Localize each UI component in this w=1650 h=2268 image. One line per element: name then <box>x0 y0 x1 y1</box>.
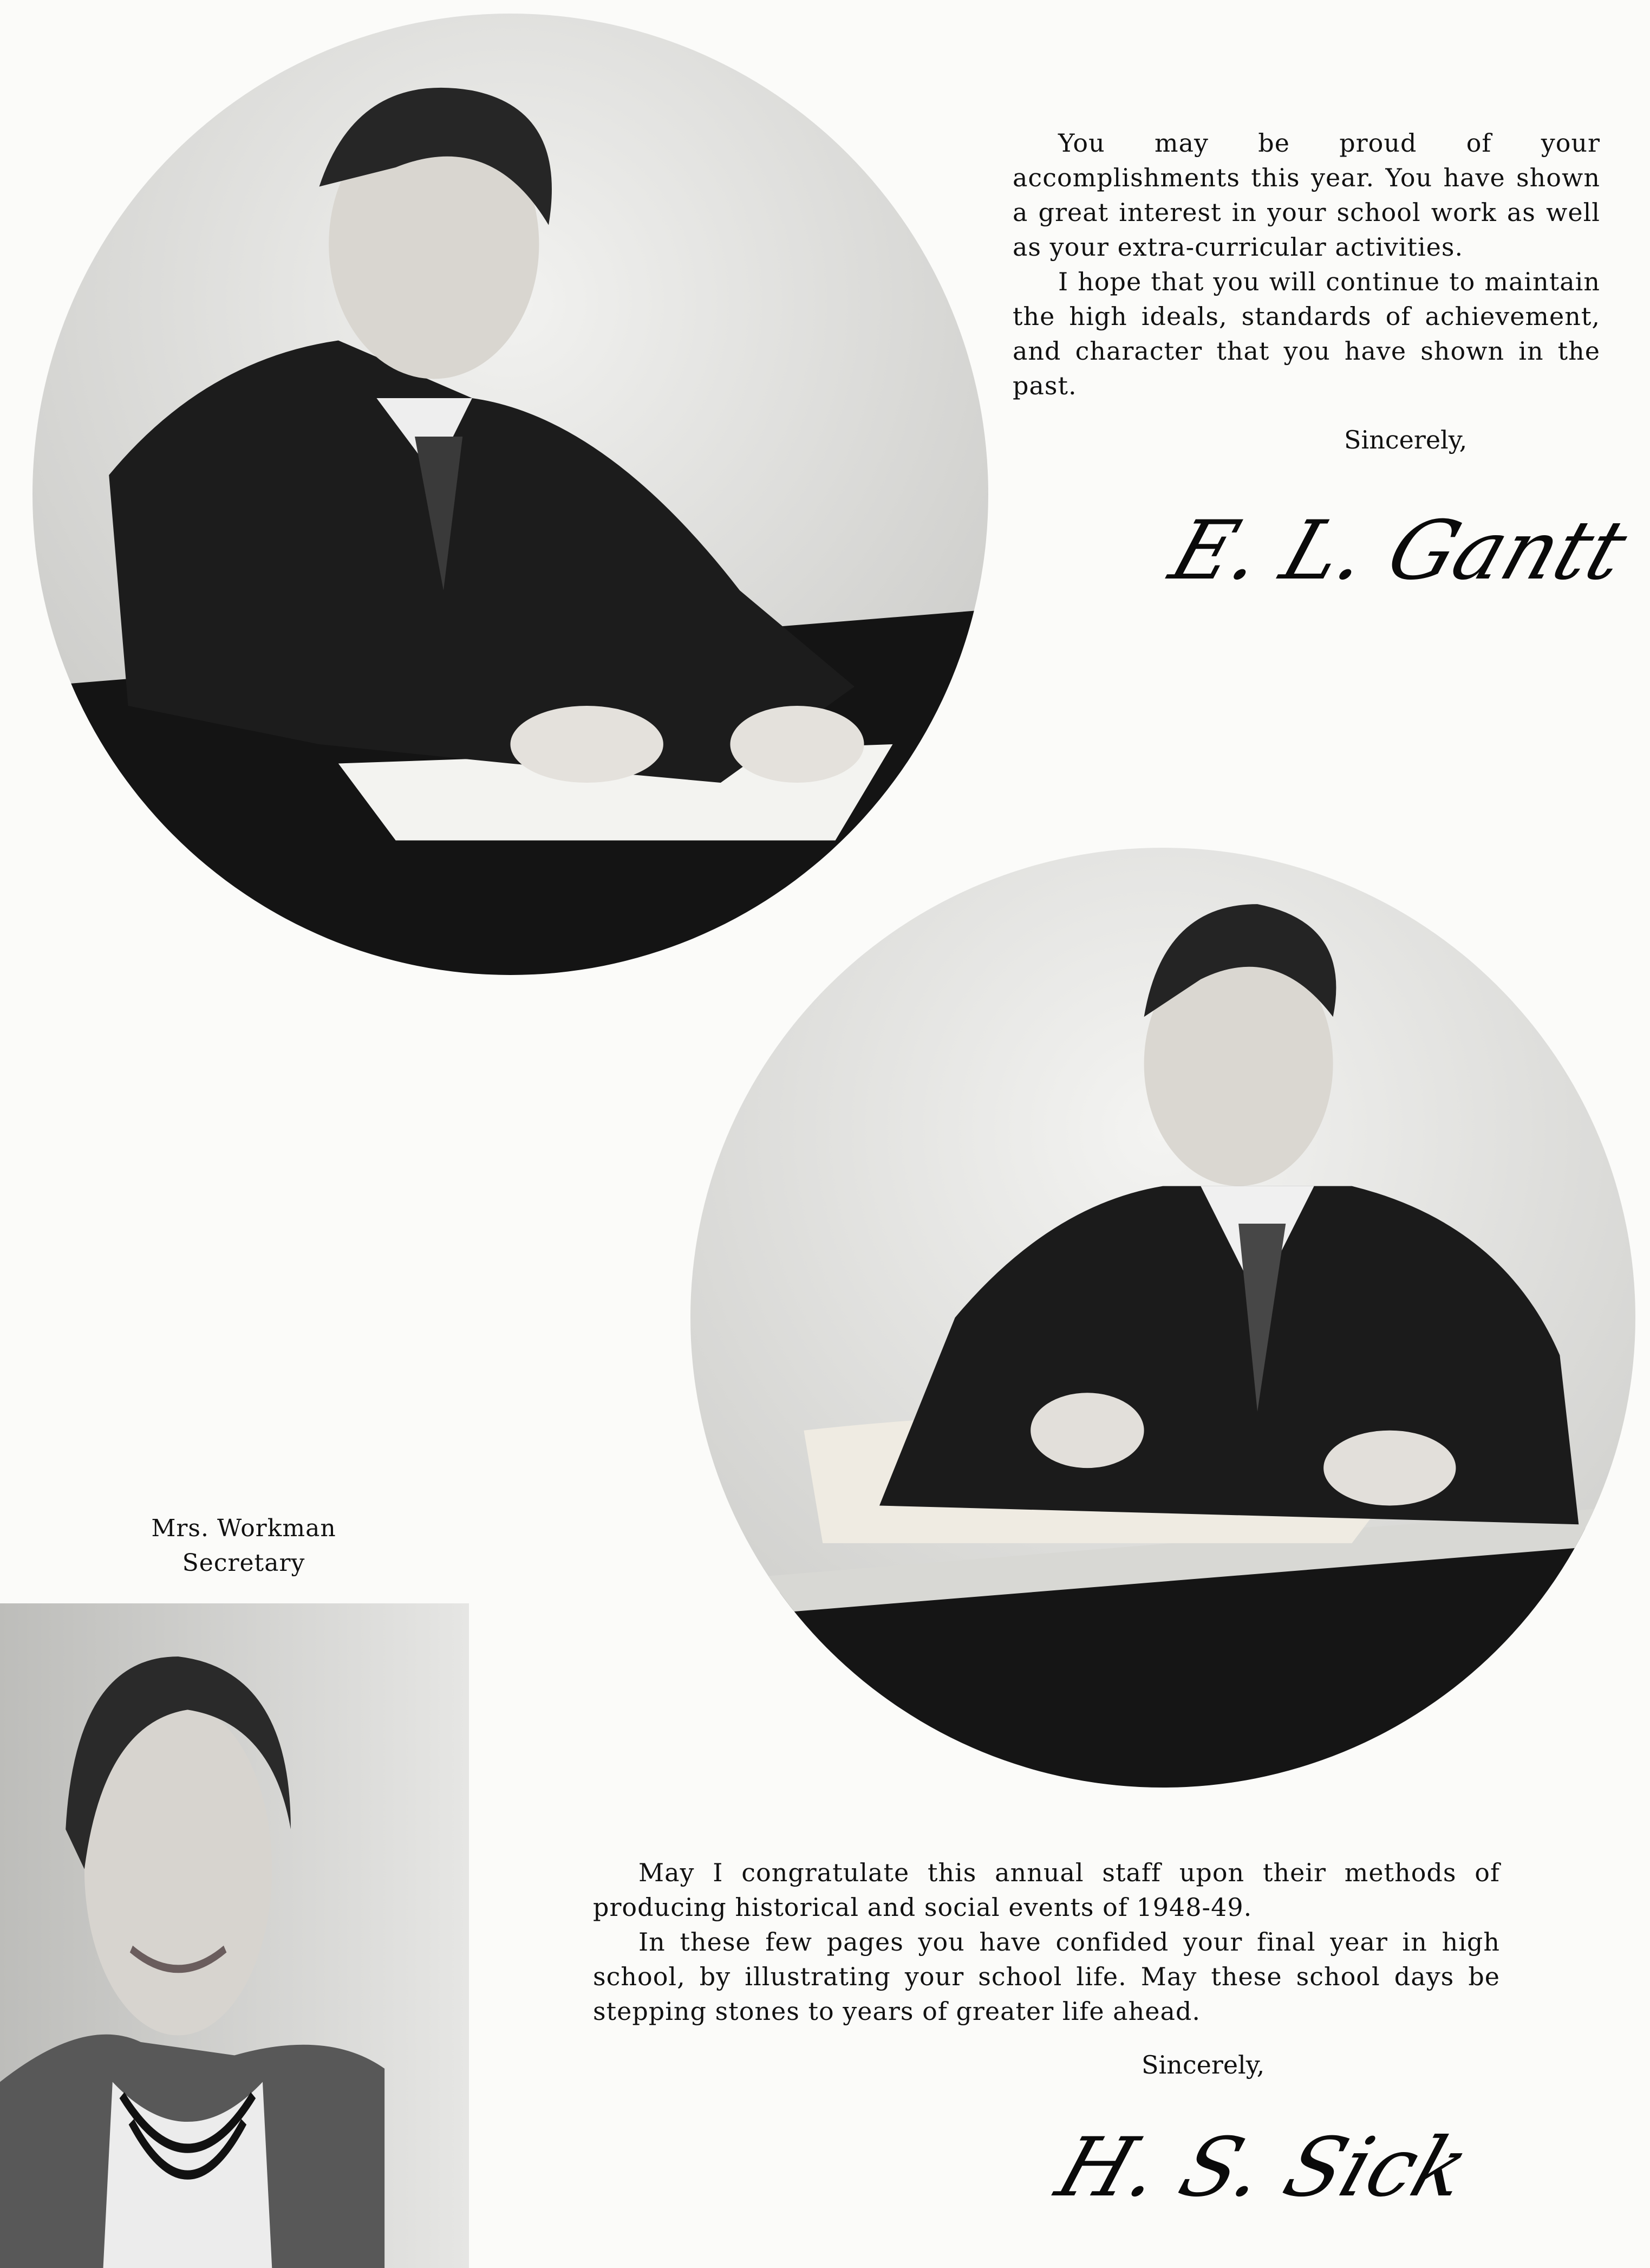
secretary-portrait-photo <box>0 1603 469 2268</box>
secretary-caption <box>81 1511 406 1581</box>
superintendent-message <box>593 1855 1500 2029</box>
superintendent-closing: Sincerely, <box>1142 2050 1265 2079</box>
principal-portrait-photo <box>32 14 988 975</box>
superintendent-paragraph-2: In these few pages you have confided your final year in high school, by illustrating your school life. May these school days be stepping stones to years of greater life ahead. <box>593 1927 1500 2026</box>
superintendent-portrait-photo <box>690 848 1635 1788</box>
superintendent-signature: H. S. Sick <box>1046 2121 1480 2215</box>
superintendent-paragraph-1: May I congratulate this annual staff upon their methods of producing historical and social events of 1948-49. <box>593 1858 1500 1922</box>
principal-paragraph-2: I hope that you will continue to maintain the high ideals, standards of achievement, and character that you have shown in the past. <box>1013 267 1600 400</box>
secretary-name: Mrs. Workman <box>151 1515 336 1542</box>
principal-paragraph-1: You may be proud of your accomplishments this year. You have shown a great interest in your school work as well as your extra-curricular activities. <box>1013 128 1600 262</box>
secretary-title: Secretary <box>182 1549 305 1577</box>
principal-signature: E. L. Gantt <box>1159 504 1638 598</box>
principal-closing: Sincerely, <box>1344 425 1468 454</box>
principal-message <box>1013 126 1600 403</box>
